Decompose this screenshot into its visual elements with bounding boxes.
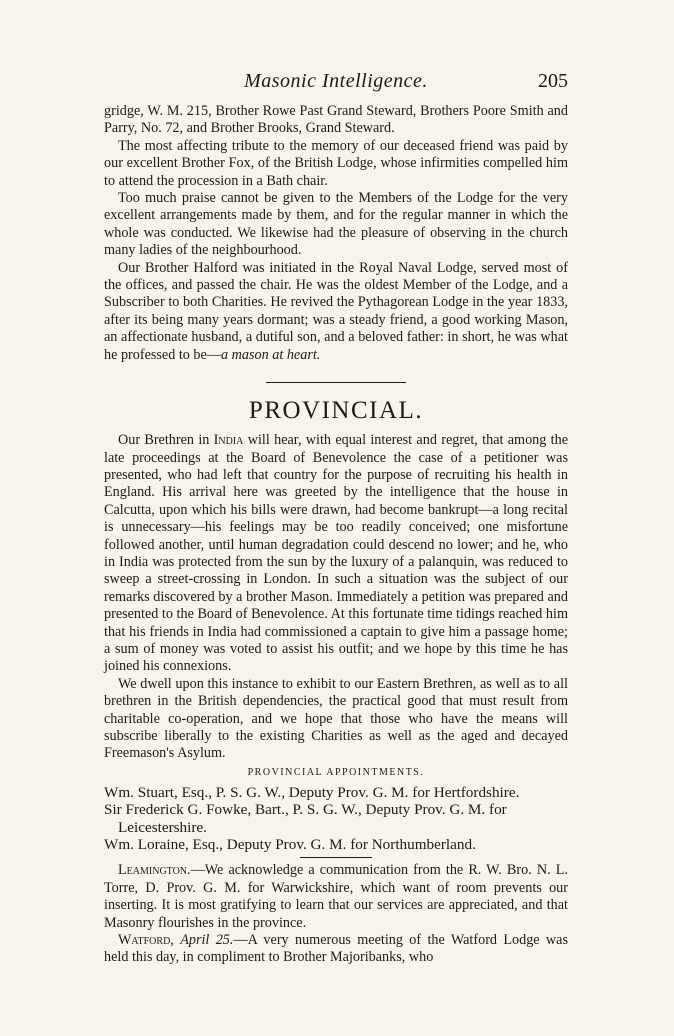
leamington-place: Leamington. [118,862,191,879]
leamington-text: —We acknowledge a communication from the R. W. Bro. N. L. Torre, D. Prov. G. M. for Warwickshire, which want of room prevents our inserting. It is most gratifying to learn that our services are appreciated, and that Masonry flourishes in the province. [104,862,568,931]
halford-emphasis: a mason at heart. [221,346,321,363]
page-header [104,70,568,96]
watford-text: —A very numerous meeting of the Watford Lodge was held this day, in compliment to Brother Majoribanks, who [104,932,568,966]
watford-date: April 25. [180,932,234,949]
watford-place: Watford, [118,932,174,949]
appointment-item: Wm. Stuart, Esq., P. S. G. W., Deputy Prov. G. M. for Hertfordshire. [104,783,520,801]
appointment-item: Sir Frederick G. Fowke, Bart., P. S. G. W., Deputy Prov. G. M. for Leicestershire. [104,801,507,836]
paragraph-tribute: The most affecting tribute to the memory of our deceased friend was paid by our excellent Brother Fox, of the British Lodge, whose infirmities compelled him to attend the procession in a Bath chair. [104,137,568,189]
paragraph-leamington [104,862,568,932]
paragraph-charity: We dwell upon this instance to exhibit to our Eastern Brethren, as well as to all brethren in the British dependencies, the practical good that must result from charitable co-operation, and we hope that those who have the means will subscribe liberally to the existing Charities as well as the aged and decayed Freemason's Asylum. [104,675,568,762]
paragraph-continuation: gridge, W. M. 215, Brother Rowe Past Grand Steward, Brothers Poore Smith and Parry, No. 72, and Brother Brooks, Grand Steward. [104,103,568,137]
india-text: will hear, with equal interest and regret, that among the late proceedings at the Board of Benevolence the case of a petitioner was presented, who had left that country for the purpose of recruiting his health in England. His arrival here was greeted by the intelligence that the house in Calcutta, upon which his bills were drawn, had become bankrupt—a long recital is unnecessary—his feelings may be too readily conceived; one misfortune followed another, until human degradation could descend no lower; and he, who in India was protected from the sun by the luxury of a palanquin, was reduced to sweep a street-crossing in London. In such a situation was the subject of our remarks discovered by a brother Mason. Immediately a petition was prepared and presented to the Board of Benevolence. At this fortunate time tidings reached him that his friends in India had commissioned a captain to give him a passage home; a sum of money was voted to assist his outfit; and we hope by this time he has joined his connexions. [104,432,568,675]
section-divider [266,382,406,383]
page-number: 205 [538,70,568,92]
india-word: India [213,432,244,449]
paragraph-praise: Too much praise cannot be given to the Members of the Lodge for the very excellent arrangements made by them, and for the regular manner in which the whole was conducted. We likewise had the pleasure of observing in the church many ladies of the neighbourhood. [104,190,568,259]
paragraph-india [104,432,568,676]
section-heading: PROVINCIAL. [248,397,424,425]
india-lead: Our Brethren in [118,432,214,449]
article-body [104,103,568,967]
paragraph-watford [104,932,568,967]
halford-text: Our Brother Halford was initiated in the Royal Naval Lodge, served most of the offices, and passed the chair. He was the oldest Member of the Lodge, and a Subscriber to both Charities. He revived the Pythagorean Lodge in the year 1833, after its being many years dormant; was a steady friend, a good working Mason, an affectionate husband, a dutiful son, and a beloved father: in short, he was what he professed to be— [104,259,568,363]
sub-heading: PROVINCIAL APPOINTMENTS. [247,766,425,778]
appointments-divider [300,857,372,858]
appointment-item: Wm. Loraine, Esq., Deputy Prov. G. M. for Northumberland. [104,836,476,854]
paragraph-halford [104,260,568,364]
running-title: Masonic Intelligence. [244,70,428,92]
